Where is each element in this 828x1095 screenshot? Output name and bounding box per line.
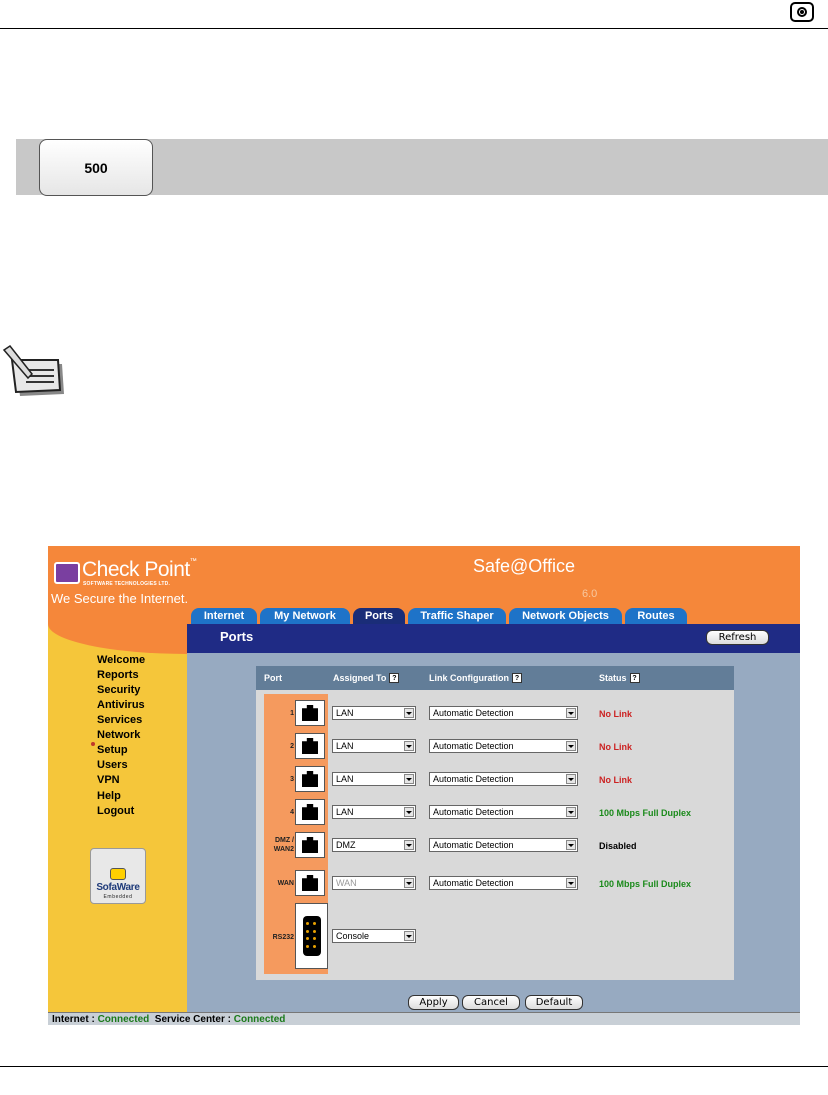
sidebar-item-help[interactable]: Help <box>97 790 121 802</box>
service-center-value: Connected <box>233 1013 286 1025</box>
sidebar-item-reports[interactable]: Reports <box>97 669 139 681</box>
note-icon <box>2 344 68 400</box>
sidebar-item-network[interactable]: Network <box>97 729 141 741</box>
ethernet-port-icon <box>295 766 325 792</box>
header-port: Port <box>264 673 282 683</box>
assigned-to-select[interactable]: DMZ <box>332 838 416 852</box>
chevron-down-icon <box>566 774 576 784</box>
chevron-down-icon <box>404 708 414 718</box>
chevron-down-icon <box>404 807 414 817</box>
tab-traffic-shaper[interactable]: Traffic Shaper <box>408 608 506 624</box>
assigned-to-select[interactable]: LAN <box>332 706 416 720</box>
sidebar-item-welcome[interactable]: Welcome <box>97 654 146 666</box>
chevron-down-icon <box>404 774 414 784</box>
port-status: No Link <box>599 775 632 785</box>
help-icon[interactable]: ? <box>512 673 522 683</box>
assigned-to-select[interactable]: LAN <box>332 772 416 786</box>
link-configuration-select[interactable]: Automatic Detection <box>429 838 578 852</box>
chevron-down-icon <box>566 878 576 888</box>
chevron-down-icon <box>404 878 414 888</box>
tagline: We Secure the Internet. <box>51 591 189 606</box>
port-status: No Link <box>599 709 632 719</box>
sidebar <box>48 624 187 1012</box>
top-rule <box>0 28 828 29</box>
apply-button[interactable]: Apply <box>408 995 459 1010</box>
rs232-assigned-to-select[interactable]: Console <box>332 929 416 943</box>
internet-status-value: Connected <box>97 1013 150 1025</box>
port-status: 100 Mbps Full Duplex <box>599 879 692 889</box>
sofaware-sub: Embedded <box>103 894 133 900</box>
serial-port-icon <box>295 903 328 969</box>
sidebar-item-users[interactable]: Users <box>97 759 128 771</box>
tab-routes[interactable]: Routes <box>625 608 687 624</box>
sofaware-badge <box>90 848 146 904</box>
header-link-configuration: Link Configuration ? <box>429 673 522 683</box>
port-label: 1 <box>290 710 294 717</box>
help-icon[interactable]: ? <box>389 673 399 683</box>
ethernet-port-icon <box>295 799 325 825</box>
chevron-down-icon <box>566 708 576 718</box>
internet-status-label: Internet : <box>52 1013 95 1025</box>
chevron-down-icon <box>404 931 414 941</box>
port-status: No Link <box>599 742 632 752</box>
tab-my-network[interactable]: My Network <box>260 608 350 624</box>
cancel-button[interactable]: Cancel <box>462 995 520 1010</box>
tab-bar <box>191 608 687 624</box>
document-logo-icon <box>790 2 814 22</box>
port-label: 3 <box>290 776 294 783</box>
sidebar-item-antivirus[interactable]: Antivirus <box>97 699 145 711</box>
assigned-to-select[interactable]: LAN <box>332 805 416 819</box>
link-configuration-select[interactable]: Automatic Detection <box>429 805 578 819</box>
sidebar-item-logout[interactable]: Logout <box>97 805 135 817</box>
assigned-to-select: WAN <box>332 876 416 890</box>
check-point-logo-icon <box>54 562 80 584</box>
link-configuration-select[interactable]: Automatic Detection <box>429 706 578 720</box>
port-label: WAN <box>277 880 294 887</box>
link-configuration-select[interactable]: Automatic Detection <box>429 772 578 786</box>
product-title: Safe@Office <box>473 556 575 576</box>
sidebar-item-vpn[interactable]: VPN <box>97 774 120 786</box>
port-label: 4 <box>290 809 294 816</box>
port-status: Disabled <box>599 841 637 851</box>
chevron-down-icon <box>566 807 576 817</box>
refresh-button[interactable]: Refresh <box>706 630 769 645</box>
port-status: 100 Mbps Full Duplex <box>599 808 692 818</box>
ethernet-port-icon <box>295 733 325 759</box>
chevron-down-icon <box>566 840 576 850</box>
tab-internet[interactable]: Internet <box>191 608 257 624</box>
port-label: RS232 <box>272 934 294 941</box>
header-status: Status ? <box>599 673 640 683</box>
brand-sub: SOFTWARE TECHNOLOGIES LTD. <box>83 581 171 587</box>
sofaware-name: SofaWare <box>96 882 140 893</box>
chevron-down-icon <box>566 741 576 751</box>
tab-network-objects[interactable]: Network Objects <box>509 608 622 624</box>
page-title: Ports <box>220 629 254 644</box>
sidebar-item-setup[interactable]: Setup <box>97 744 128 756</box>
sidebar-item-security[interactable]: Security <box>97 684 141 696</box>
sidebar-item-services[interactable]: Services <box>97 714 143 726</box>
port-label: 2 <box>290 743 294 750</box>
assigned-to-select[interactable]: LAN <box>332 739 416 753</box>
chevron-down-icon <box>404 741 414 751</box>
service-center-label: Service Center : <box>154 1013 231 1025</box>
port-label: DMZ / WAN2 <box>273 837 294 853</box>
product-version: 6.0 <box>582 588 598 600</box>
status-bar <box>48 1012 800 1025</box>
header-assigned-to: Assigned To ? <box>333 673 399 683</box>
bottom-rule <box>0 1066 828 1067</box>
ethernet-port-icon <box>295 832 325 858</box>
chevron-down-icon <box>404 840 414 850</box>
link-configuration-select[interactable]: Automatic Detection <box>429 739 578 753</box>
ethernet-port-icon <box>295 700 325 726</box>
link-configuration-select[interactable]: Automatic Detection <box>429 876 578 890</box>
app-screenshot <box>48 546 800 1025</box>
brand-name: Check Point™ <box>82 558 197 581</box>
active-bullet-icon <box>91 742 95 746</box>
sofaware-logo-icon <box>110 868 126 880</box>
tab-ports[interactable]: Ports <box>353 608 405 624</box>
ethernet-port-icon <box>295 870 325 896</box>
help-icon[interactable]: ? <box>630 673 640 683</box>
default-button[interactable]: Default <box>525 995 583 1010</box>
model-badge: 500 <box>39 139 153 196</box>
